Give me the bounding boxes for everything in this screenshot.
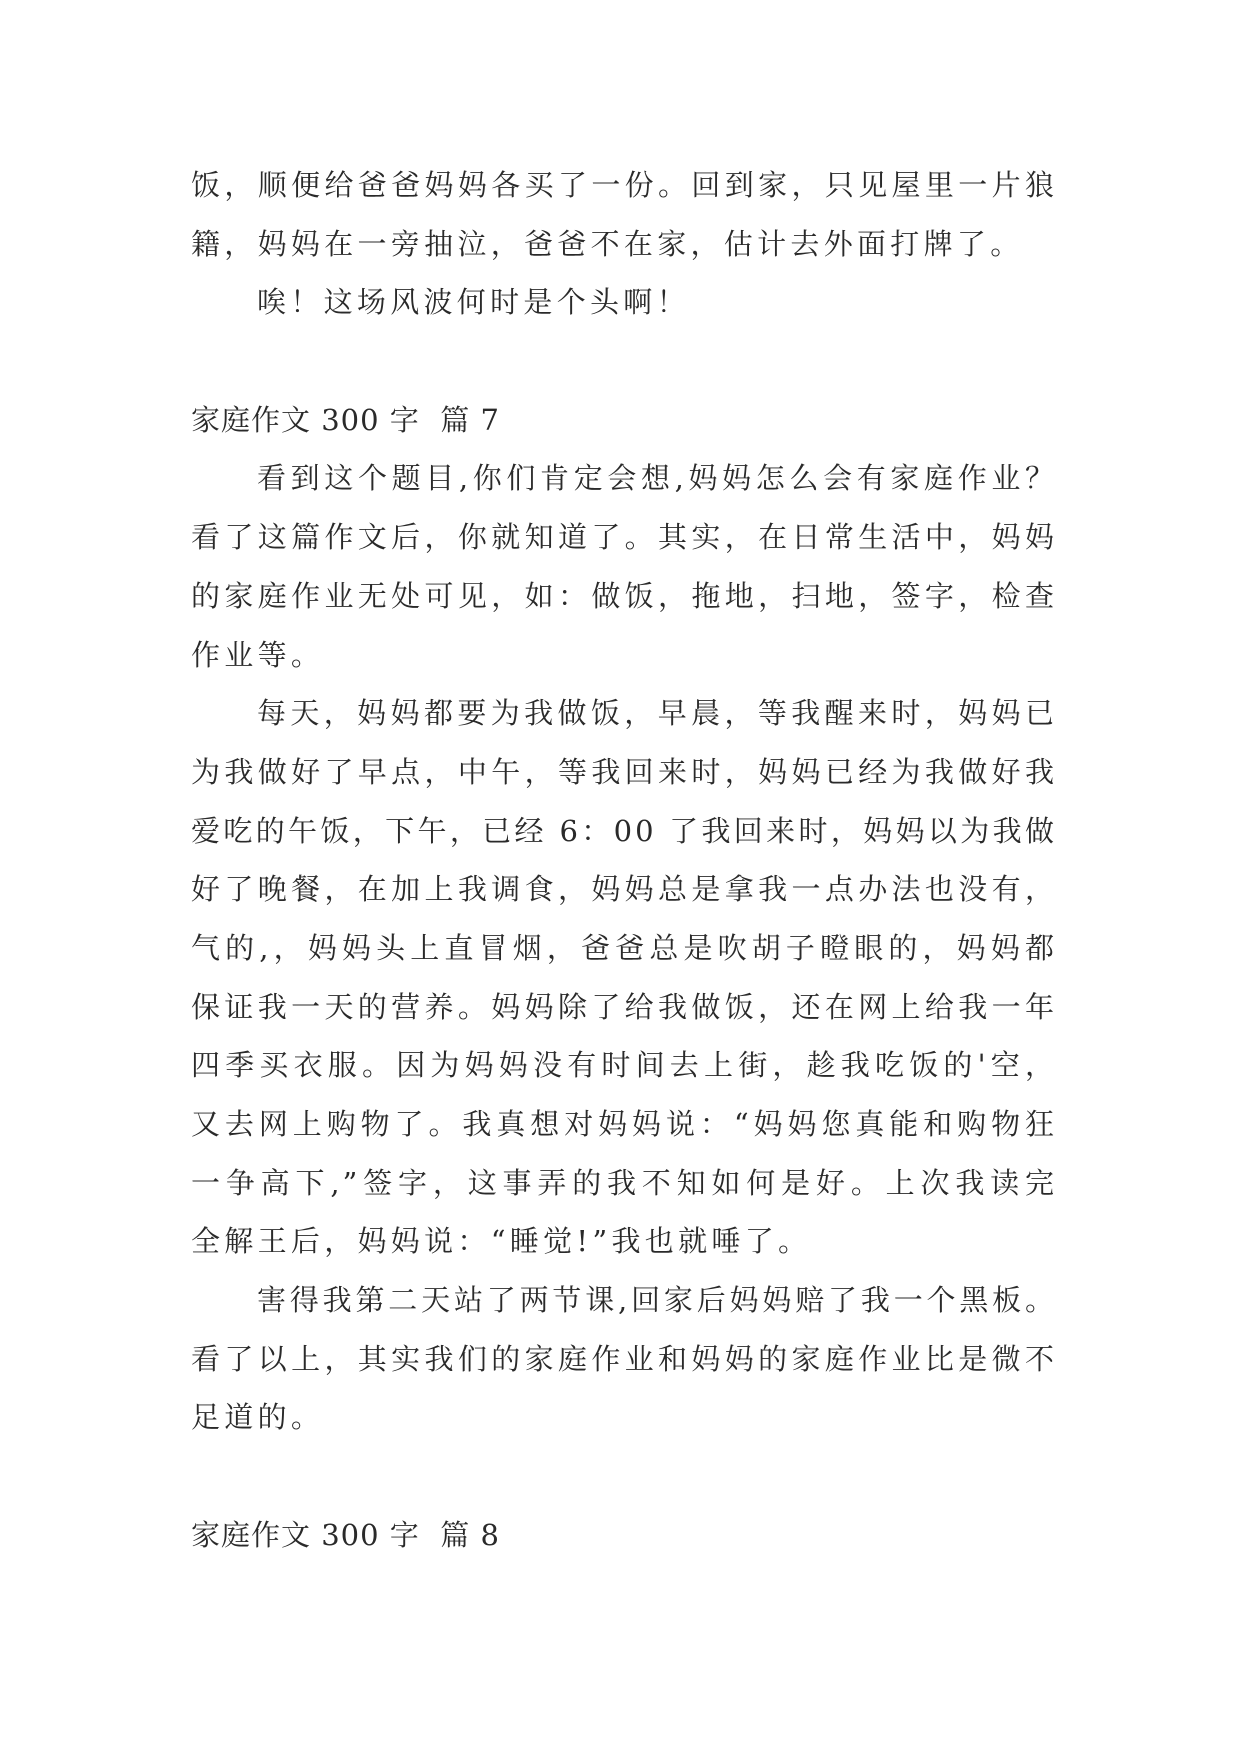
- text-line: 唉！这场风波何时是个头啊！: [257, 285, 690, 320]
- paragraph: [191, 449, 1057, 684]
- text-line: 一争高下,”签字，这事弄的我不知如何是好。上次我读完: [191, 1165, 1057, 1200]
- text-line: 籍，妈妈在一旁抽泣，爸爸不在家，估计去外面打牌了。: [191, 226, 1024, 261]
- text-line: 四季买衣服。因为妈妈没有时间去上街，趁我吃饭的'空，: [191, 1048, 1057, 1083]
- text-line: 为我做好了早点，中午，等我回来时，妈妈已经为我做好我: [191, 754, 1057, 789]
- text-line: 气的,，妈妈头上直冒烟，爸爸总是吹胡子瞪眼的，妈妈都: [191, 930, 1057, 965]
- text-line: 的家庭作业无处可见，如：做饭，拖地，扫地，签字，检查: [191, 578, 1057, 613]
- text-line: 保证我一天的营养。妈妈除了给我做饭，还在网上给我一年: [191, 989, 1057, 1024]
- section-heading: 家庭作文 300 字 篇 8: [191, 1517, 500, 1552]
- document-body: [191, 156, 1057, 1565]
- text-line: 爱吃的午饭，下午，已经 6：00 了我回来时，妈妈以为我做: [191, 813, 1057, 848]
- text-line: 又去网上购物了。我真想对妈妈说：“妈妈您真能和购物狂: [191, 1107, 1057, 1141]
- paragraph: [191, 684, 1057, 1271]
- text-line: 看了以上，其实我们的家庭作业和妈妈的家庭作业比是微不: [191, 1341, 1057, 1376]
- text-line: 害得我第二天站了两节课,回家后妈妈赔了我一个黑板。: [257, 1283, 1057, 1318]
- paragraph: [191, 1271, 1057, 1447]
- text-line: 看了这篇作文后，你就知道了。其实，在日常生活中，妈妈: [191, 520, 1057, 555]
- text-line: 作业等。: [191, 637, 325, 672]
- intro-closing-paragraph: [191, 273, 1057, 332]
- blank-line: [191, 332, 1057, 391]
- text-line: 看到这个题目,你们肯定会想,妈妈怎么会有家庭作业？: [257, 461, 1057, 496]
- text-line: 每天，妈妈都要为我做饭，早晨，等我醒来时，妈妈已: [257, 696, 1057, 731]
- text-line: 全解王后，妈妈说：“睡觉!”我也就唾了。: [191, 1224, 812, 1259]
- blank-line: [191, 1447, 1057, 1506]
- text-line: 好了晚餐，在加上我调食，妈妈总是拿我一点办法也没有，: [191, 872, 1057, 907]
- text-line: 饭，顺便给爸爸妈妈各买了一份。回到家，只见屋里一片狼: [191, 168, 1057, 202]
- text-line: 足道的。: [191, 1400, 325, 1435]
- intro-paragraph: [191, 156, 1057, 273]
- section-heading: 家庭作文 300 字 篇 7: [191, 402, 500, 437]
